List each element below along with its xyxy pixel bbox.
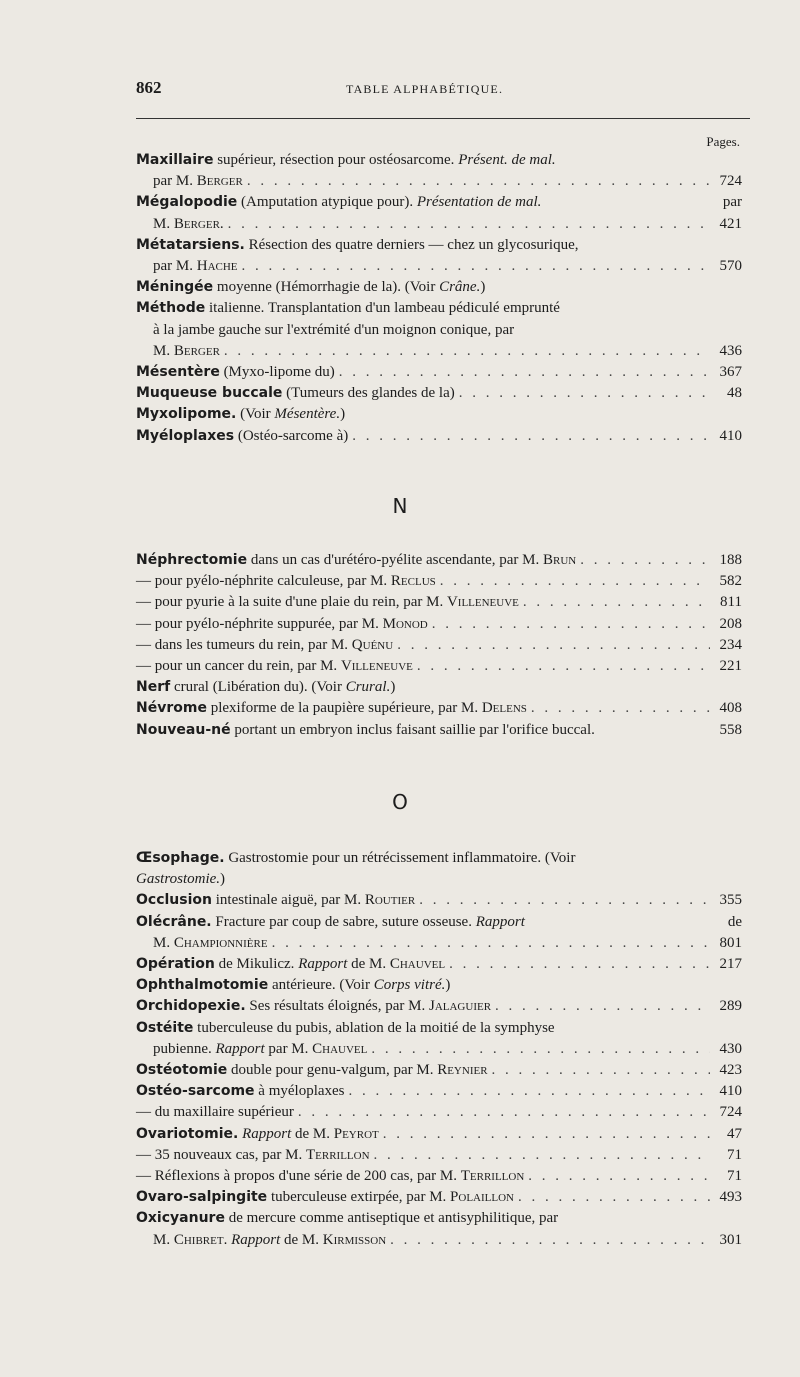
entry-italic: Mésentère. xyxy=(274,406,341,423)
entry-text: Fracture par coup de sabre, suture osseuse. xyxy=(215,913,472,930)
page-ref: 208 xyxy=(719,615,742,632)
page-ref: 367 xyxy=(719,364,742,381)
pages-column-label: Pages. xyxy=(706,134,740,149)
entry-text: M. xyxy=(153,934,171,951)
entry-text: tuberculeuse du pubis, ablation de la moitié de la symphyse xyxy=(197,1019,555,1036)
leader-dots xyxy=(298,1102,710,1123)
page-ref: 301 xyxy=(719,1231,742,1248)
entry-italic: Corps vitré. xyxy=(373,977,446,994)
leader-dots xyxy=(247,171,710,192)
entry-keyword: Mégalopodie xyxy=(136,194,238,211)
index-entry xyxy=(136,996,742,1017)
entry-text: de mercure comme antiseptique et antisyphilitique, par xyxy=(228,1210,559,1227)
entry-text: par M. xyxy=(153,173,193,190)
entry-keyword: Occlusion xyxy=(136,892,212,909)
author-name: Berger xyxy=(196,173,243,190)
entry-keyword: Myéloplaxes xyxy=(136,427,235,444)
page-ref: 234 xyxy=(719,636,742,653)
entry-italic: Présentation de mal. xyxy=(416,194,542,211)
entry-text: (Ostéo-sarcome à) xyxy=(237,427,349,444)
leader-dots xyxy=(383,1124,710,1145)
entry-text: par M. xyxy=(268,1040,309,1057)
leader-dots xyxy=(528,1166,710,1187)
entry-keyword: Ophthalmotomie xyxy=(136,977,269,994)
author-name: Monod xyxy=(382,615,428,632)
leader-dots xyxy=(449,954,710,975)
entry-text: ) xyxy=(445,977,451,994)
page-ref: 408 xyxy=(719,700,742,717)
index-entry xyxy=(136,1208,742,1250)
index-entry xyxy=(136,426,742,447)
entry-text: (Myxo-lipome du) xyxy=(223,364,335,381)
entry-text: — pour pyélo-néphrite calculeuse, par M. xyxy=(136,573,388,590)
leader-dots xyxy=(417,656,710,677)
entry-text: par M. xyxy=(153,258,193,275)
entry-keyword: Mésentère xyxy=(136,364,220,381)
entry-keyword: Maxillaire xyxy=(136,152,214,168)
page-ref: 430 xyxy=(719,1040,742,1057)
index-entry xyxy=(136,277,742,298)
entry-text: à la jambe gauche sur l'extrémité d'un moignon conique, par xyxy=(153,321,515,338)
entry-italic: Gastrostomie. xyxy=(136,871,221,888)
leader-dots xyxy=(432,614,710,635)
page-ref: 724 xyxy=(719,173,742,190)
entry-keyword: Ovaro-salpingite xyxy=(136,1189,268,1206)
page-ref: 493 xyxy=(719,1189,742,1206)
index-entry xyxy=(136,550,742,571)
leader-dots xyxy=(440,571,710,592)
index-entry xyxy=(136,1081,742,1102)
index-entry xyxy=(136,571,742,592)
index-entry xyxy=(136,677,742,698)
entry-keyword: Névrome xyxy=(136,700,207,717)
author-name: Quénu xyxy=(351,636,394,653)
leader-dots xyxy=(349,1081,710,1102)
entry-text: portant un embryon inclus faisant saillie par l'orifice buccal. xyxy=(234,721,595,738)
entry-text: à myéloplaxes xyxy=(258,1083,345,1100)
entry-text: antérieure. (Voir xyxy=(271,977,370,994)
leader-dots xyxy=(224,341,710,362)
entry-text: moyenne (Hémorrhagie de la). (Voir xyxy=(216,279,436,296)
page-ref: 811 xyxy=(720,594,742,611)
index-entry xyxy=(136,720,742,741)
entry-text: — du maxillaire supérieur xyxy=(136,1104,294,1121)
author-name: Delens xyxy=(481,700,527,717)
page-ref: 558 xyxy=(719,721,742,738)
entry-italic: Crural. xyxy=(345,679,391,696)
index-entry xyxy=(136,235,742,277)
entry-keyword: Œsophage. xyxy=(136,850,225,866)
author-name: Reclus xyxy=(390,573,436,590)
index-entry xyxy=(136,404,742,425)
leader-dots xyxy=(374,1145,710,1166)
leader-dots xyxy=(242,256,710,277)
entry-text: M. xyxy=(153,1231,171,1248)
entry-keyword: Ostéo-sarcome xyxy=(136,1083,255,1100)
entry-text: par xyxy=(722,194,742,211)
leader-dots xyxy=(523,592,710,613)
page-ref: 724 xyxy=(719,1104,742,1121)
entry-text: Ses résultats éloignés, par M. xyxy=(249,998,426,1015)
entry-keyword: Ostéite xyxy=(136,1019,194,1036)
author-name: Routier xyxy=(364,892,416,909)
leader-dots xyxy=(459,383,710,404)
index-entry xyxy=(136,975,742,996)
page-ref: 436 xyxy=(719,342,742,359)
page-ref: 801 xyxy=(719,934,742,951)
author-name: Chauvel xyxy=(312,1040,368,1057)
entry-text: Gastrostomie pour un rétrécissement inflammatoire. (Voir xyxy=(228,850,576,866)
index-entry xyxy=(136,698,742,719)
entry-keyword: Oxicyanure xyxy=(136,1210,225,1227)
page-ref: 71 xyxy=(727,1168,742,1185)
entry-keyword: Métatarsiens. xyxy=(136,236,245,253)
page-ref: 355 xyxy=(719,892,742,909)
entry-text: pubienne. xyxy=(153,1040,212,1057)
index-entry xyxy=(136,383,742,404)
entry-keyword: Orchidopexie. xyxy=(136,998,246,1015)
index-entry xyxy=(136,890,742,911)
entry-text: intestinale aiguë, par M. xyxy=(215,892,362,909)
entry-text: de M. xyxy=(351,956,387,973)
index-entry xyxy=(136,614,742,635)
entry-text: plexiforme de la paupière supérieure, par M. xyxy=(210,700,479,717)
leader-dots xyxy=(397,635,710,656)
entry-text: de M. xyxy=(294,1125,330,1142)
entry-text: de xyxy=(727,913,742,930)
section-n xyxy=(136,550,742,741)
page-ref: 47 xyxy=(727,1125,742,1142)
index-entry xyxy=(136,192,742,234)
leader-dots xyxy=(518,1187,710,1208)
entry-italic: Crâne. xyxy=(439,279,481,296)
index-entry xyxy=(136,150,742,192)
leader-dots xyxy=(419,890,710,911)
author-name: Villeneuve xyxy=(446,594,519,611)
page-ref: 570 xyxy=(719,258,742,275)
entry-text: crural (Libération du). (Voir xyxy=(173,679,342,696)
author-name: Brun xyxy=(543,552,577,568)
leader-dots xyxy=(492,1060,710,1081)
entry-italic: Rapport xyxy=(242,1125,292,1142)
entry-keyword: Nouveau-né xyxy=(136,721,231,738)
leader-dots xyxy=(272,933,710,954)
page-ref: 71 xyxy=(727,1146,742,1163)
entry-text: — 35 nouveaux cas, par M. xyxy=(136,1146,303,1163)
entry-text: ) xyxy=(220,871,226,888)
entry-text: (Tumeurs des glandes de la) xyxy=(286,385,455,402)
leader-dots xyxy=(371,1039,710,1060)
index-entry xyxy=(136,1060,742,1081)
leader-dots xyxy=(531,698,710,719)
index-entry xyxy=(136,656,742,677)
page-ref: 48 xyxy=(727,385,742,402)
running-title: TABLE ALPHABÉTIQUE. xyxy=(346,82,504,96)
page-ref: 423 xyxy=(719,1062,742,1079)
entry-text: tuberculeuse extirpée, par M. xyxy=(270,1189,447,1206)
page-ref: 217 xyxy=(719,956,742,973)
author-name: Jalaguier xyxy=(428,998,492,1015)
entry-text: — pour pyélo-néphrite suppurée, par M. xyxy=(136,615,379,632)
entry-italic: Rapport xyxy=(231,1231,281,1248)
author-name: Chauvel xyxy=(389,956,446,973)
index-entry xyxy=(136,362,742,383)
entry-keyword: Ostéotomie xyxy=(136,1062,228,1079)
leader-dots xyxy=(228,214,710,235)
header-rule xyxy=(136,118,750,119)
leader-dots xyxy=(339,362,710,383)
author-name: Berger. xyxy=(173,215,224,232)
entry-text: — pour pyurie à la suite d'une plaie du rein, par M. xyxy=(136,594,444,611)
index-entry xyxy=(136,298,742,362)
author-name: Terrillon xyxy=(305,1146,370,1163)
entry-text: — pour un cancer du rein, par M. xyxy=(136,658,338,675)
entry-text: de Mikulicz. xyxy=(218,956,295,973)
entry-text: double pour genu-valgum, par M. xyxy=(230,1062,434,1079)
entry-text: (Voir xyxy=(240,406,271,423)
entry-keyword: Nerf xyxy=(136,679,171,696)
index-entry xyxy=(136,635,742,656)
author-name: Hache xyxy=(196,258,238,275)
author-name: Villeneuve xyxy=(340,658,413,675)
index-entry xyxy=(136,954,742,975)
index-entry xyxy=(136,1018,742,1060)
entry-text: ) xyxy=(340,406,346,423)
entry-text: Résection des quatre derniers — chez un glycosurique, xyxy=(248,236,579,253)
entry-italic: Rapport xyxy=(215,1040,265,1057)
author-name: Championnière xyxy=(173,934,268,951)
leader-dots xyxy=(352,426,710,447)
index-entry xyxy=(136,592,742,613)
index-entry xyxy=(136,1187,742,1208)
page-ref: 289 xyxy=(719,998,742,1015)
author-name: Terrillon xyxy=(460,1168,525,1185)
leader-dots xyxy=(390,1230,710,1251)
entry-italic: Rapport xyxy=(298,956,348,973)
section-letter-o: O xyxy=(392,790,408,814)
entry-text: de M. xyxy=(284,1231,319,1248)
entry-keyword: Méthode xyxy=(136,300,206,317)
section-letter-n: N xyxy=(392,494,408,518)
entry-keyword: Muqueuse buccale xyxy=(136,385,283,402)
entry-text: — Réflexions à propos d'une série de 200 cas, par M. xyxy=(136,1168,457,1185)
entry-text: dans un cas d'urétéro-pyélite ascendante, par M. xyxy=(250,552,540,568)
index-entry xyxy=(136,1145,742,1166)
entry-text: ) xyxy=(390,679,396,696)
index-entry xyxy=(136,1166,742,1187)
page-ref: 188 xyxy=(719,552,742,568)
page-ref: 410 xyxy=(719,1083,742,1100)
section-m xyxy=(136,150,742,447)
index-entry xyxy=(136,1102,742,1123)
entry-keyword: Myxolipome. xyxy=(136,406,237,423)
section-o xyxy=(136,848,742,1251)
entry-italic: Présent. de mal. xyxy=(458,152,556,168)
index-entry xyxy=(136,912,742,954)
entry-text: M. xyxy=(153,215,171,232)
author-name: Peyrot xyxy=(333,1125,379,1142)
entry-text: (Amputation atypique pour). xyxy=(241,194,414,211)
entry-keyword: Ovariotomie. xyxy=(136,1125,239,1142)
author-name: Polaillon xyxy=(450,1189,514,1206)
page-number: 862 xyxy=(136,78,162,97)
author-name: Chibret. xyxy=(173,1231,228,1248)
entry-text: ) xyxy=(480,279,486,296)
page-ref: 221 xyxy=(719,658,742,675)
author-name: Reynier xyxy=(437,1062,488,1079)
entry-keyword: Méningée xyxy=(136,279,214,296)
entry-text: supérieur, résection pour ostéosarcome. xyxy=(217,152,455,168)
entry-italic: Rapport xyxy=(475,913,525,930)
author-name: Berger xyxy=(173,342,220,359)
leader-dots xyxy=(495,996,710,1017)
page-ref: 582 xyxy=(719,573,742,590)
entry-keyword: Néphrectomie xyxy=(136,552,248,568)
entry-text: M. xyxy=(153,342,171,359)
page-ref: 410 xyxy=(719,427,742,444)
entry-text: — dans les tumeurs du rein, par M. xyxy=(136,636,349,653)
page-ref: 421 xyxy=(719,215,742,232)
author-name: Kirmisson xyxy=(322,1231,387,1248)
entry-keyword: Opération xyxy=(136,956,215,973)
entry-keyword: Olécrâne. xyxy=(136,913,212,930)
leader-dots xyxy=(580,550,710,571)
entry-text: italienne. Transplantation d'un lambeau pédiculé emprunté xyxy=(208,300,560,317)
page-header xyxy=(136,78,750,102)
index-entry xyxy=(136,848,742,890)
index-entry xyxy=(136,1124,742,1145)
